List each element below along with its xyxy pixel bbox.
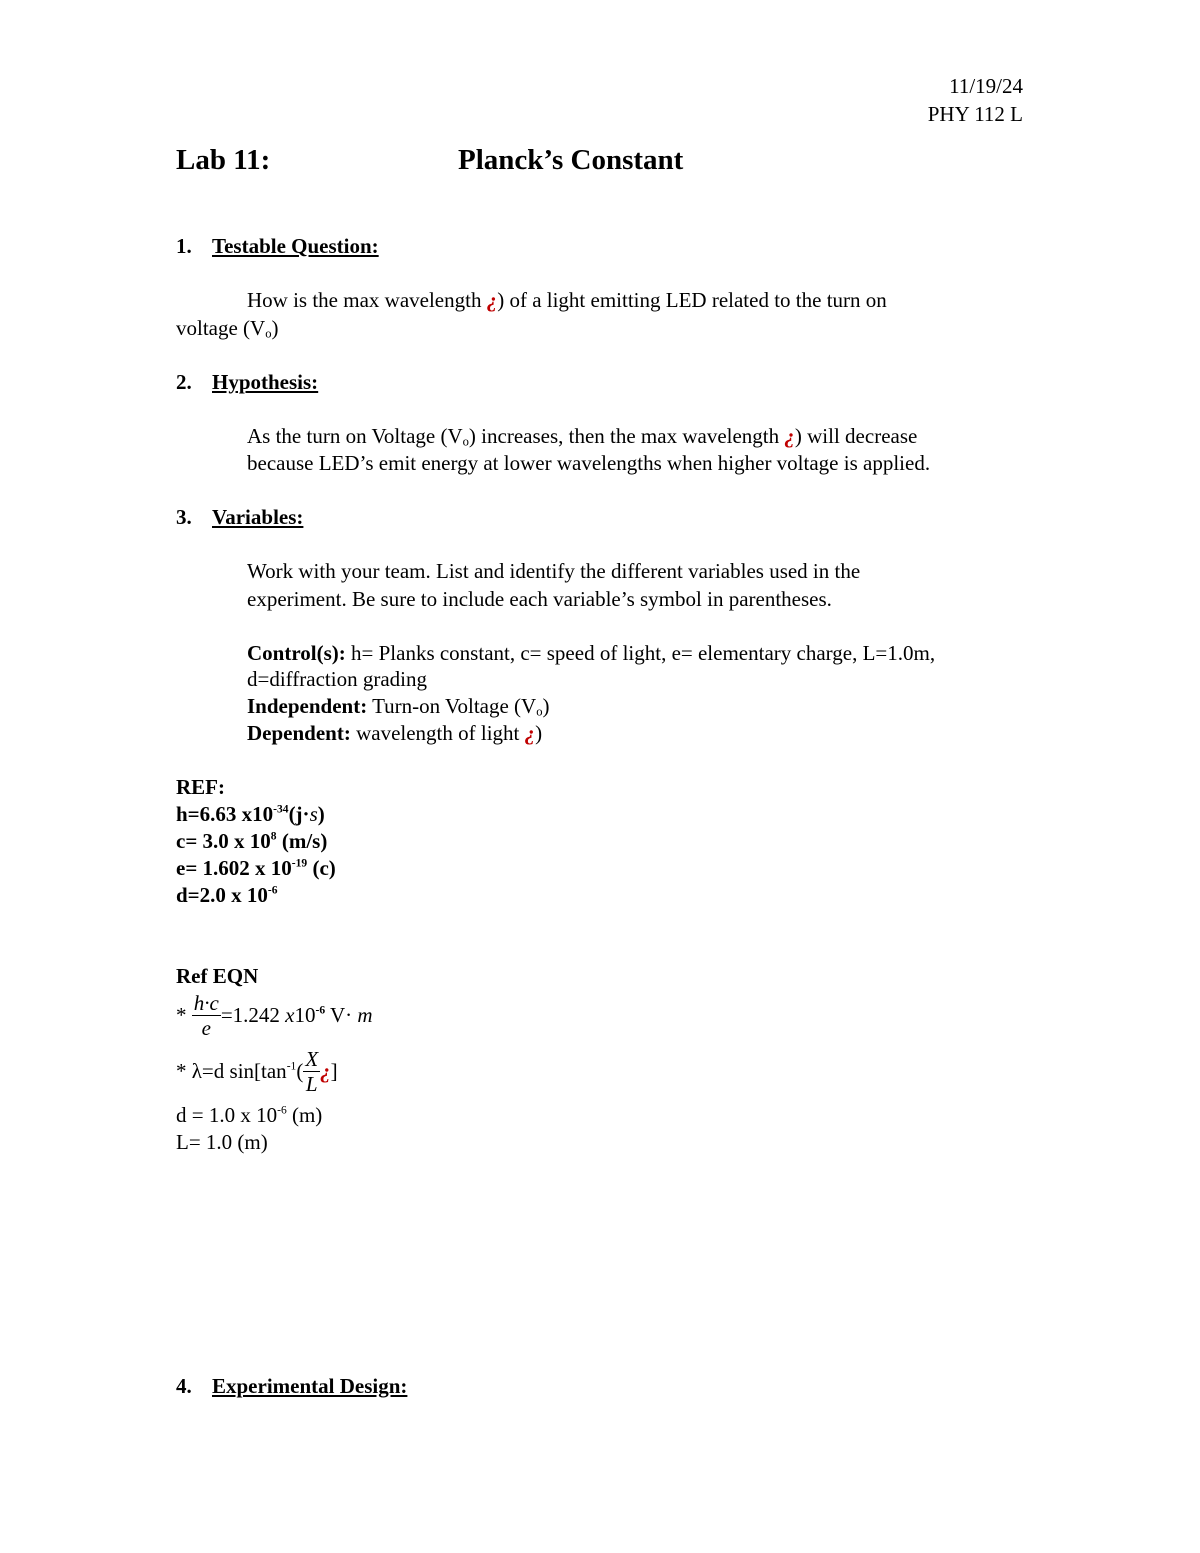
dependent-text-a: wavelength of light [350,721,525,745]
variables-intro-1: Work with your team. List and identify the different variables used in the [247,559,861,583]
hypothesis-line-2: because LED’s emit energy at lower wavelengths when higher voltage is applied. [247,451,931,475]
ref-label: REF: [176,775,225,799]
eq1-rhs-exponent: -6 [315,1004,326,1017]
lab-title: Planck’s Constant [458,144,684,176]
eq1-numerator: h·c [193,991,219,1015]
section-3-number: 3. [176,505,192,529]
section-2-number: 2. [176,370,192,394]
lambda-placeholder-icon: ¿ [320,1059,331,1084]
independent-label: Independent: [247,694,368,718]
eq1-rhs-unit-v: V· [325,1003,358,1028]
ref-c-base: c= 3.0 x 10 [176,829,271,853]
hypothesis-text-c: ) will decrease [794,424,918,448]
control-line [247,643,935,664]
lambda-placeholder-icon: ¿ [784,424,795,448]
eq1-rhs-ten: 10 [294,1003,316,1028]
ref-h-exponent: -34 [273,803,289,816]
lambda-placeholder-icon: ¿ [524,721,536,745]
L-value-line: L= 1.0 (m) [176,1130,268,1154]
eq2-tail [320,1059,338,1083]
lab-number: Lab 11: [176,144,271,176]
ref-d-base: d=2.0 x 10 [176,883,268,907]
variables-intro-2: experiment. Be sure to include each variable’s symbol in parentheses. [247,587,832,611]
section-1-number: 1. [176,234,192,258]
eq1-rhs-unit-m: m [357,1003,373,1028]
equation-2 [176,1047,338,1096]
dependent-label: Dependent: [247,721,351,745]
question-line-2 [176,318,279,339]
lambda-placeholder-icon: ¿ [486,288,498,312]
section-3-heading: Variables: [212,505,304,529]
dependent-line [247,723,542,744]
section-4-number: 4. [176,1374,192,1398]
eq2-fraction [303,1047,320,1096]
section-2-heading: Hypothesis: [212,370,319,394]
ref-e-unit: (c) [307,856,336,880]
v-subscript: o [265,326,272,341]
equation-1 [176,991,373,1040]
ref-c [176,831,327,852]
eq2-text-a: λ=d sin[tan [186,1059,287,1084]
hypothesis-text-b: ) increases, then the max wavelength [468,424,785,448]
eq1-rhs-times: x [285,1003,295,1028]
d-value-exponent: -6 [277,1104,287,1117]
eq2-exponent: -1 [286,1060,297,1073]
independent-text-b: ) [542,694,550,718]
dependent-text-b: ) [535,721,543,745]
ref-e [176,858,336,879]
eq2-text-b: ( [296,1059,304,1084]
ref-h-unit-b: ) [317,802,325,826]
eq2-text-c: ] [330,1059,338,1084]
eq2-lhs [176,1059,303,1083]
ref-e-exponent: -19 [291,857,308,870]
question-text-d: ) [271,316,279,340]
hypothesis-line-1 [247,426,917,447]
ref-h-base: h=6.63 x10 [176,802,274,826]
d-value-unit: (m) [286,1103,323,1127]
ref-d-exponent: -6 [267,884,278,897]
section-4-heading: Experimental Design: [212,1374,408,1398]
question-line-1 [247,290,887,311]
eq1-fraction [192,991,221,1040]
ref-c-exponent: 8 [270,830,277,843]
eq1-denominator: e [201,1016,211,1041]
ref-h [176,804,325,825]
d-value-base: d = 1.0 x 10 [176,1103,278,1127]
independent-line [247,696,550,717]
header-course: PHY 112 L [927,102,1023,126]
ref-h-unit-a: (j· [288,802,310,826]
v-subscript: o [462,434,469,449]
eq1-rhs-value: =1.242 [220,1003,286,1028]
ref-eqn-label: Ref EQN [176,964,259,988]
ref-h-unit-s: s [309,802,318,826]
control-text: h= Planks constant, c= speed of light, e= elementary charge, L=1.0m, [345,641,936,665]
bullet-icon: * [176,1059,187,1084]
bullet-icon: * [176,1003,187,1028]
question-text-a: How is the max wavelength [247,288,487,312]
hypothesis-text-a: As the turn on Voltage (V [247,424,463,448]
independent-text-a: Turn-on Voltage (V [367,694,537,718]
ref-c-unit: (m/s) [276,829,328,853]
eq2-numerator: X [305,1047,319,1071]
v-subscript: o [536,704,543,719]
eq1-rhs [221,1003,373,1027]
eq2-denominator: L [305,1072,318,1097]
ref-e-base: e= 1.602 x 10 [176,856,292,880]
control-line-2: d=diffraction grading [247,667,427,691]
control-label: Control(s): [247,641,346,665]
d-value-line [176,1105,322,1126]
header-date: 11/19/24 [949,74,1023,98]
section-1-heading: Testable Question: [212,234,379,258]
question-text-b: ) of a light emitting LED related to the turn on [497,288,887,312]
ref-d [176,885,278,906]
question-text-c: voltage (V [176,316,266,340]
